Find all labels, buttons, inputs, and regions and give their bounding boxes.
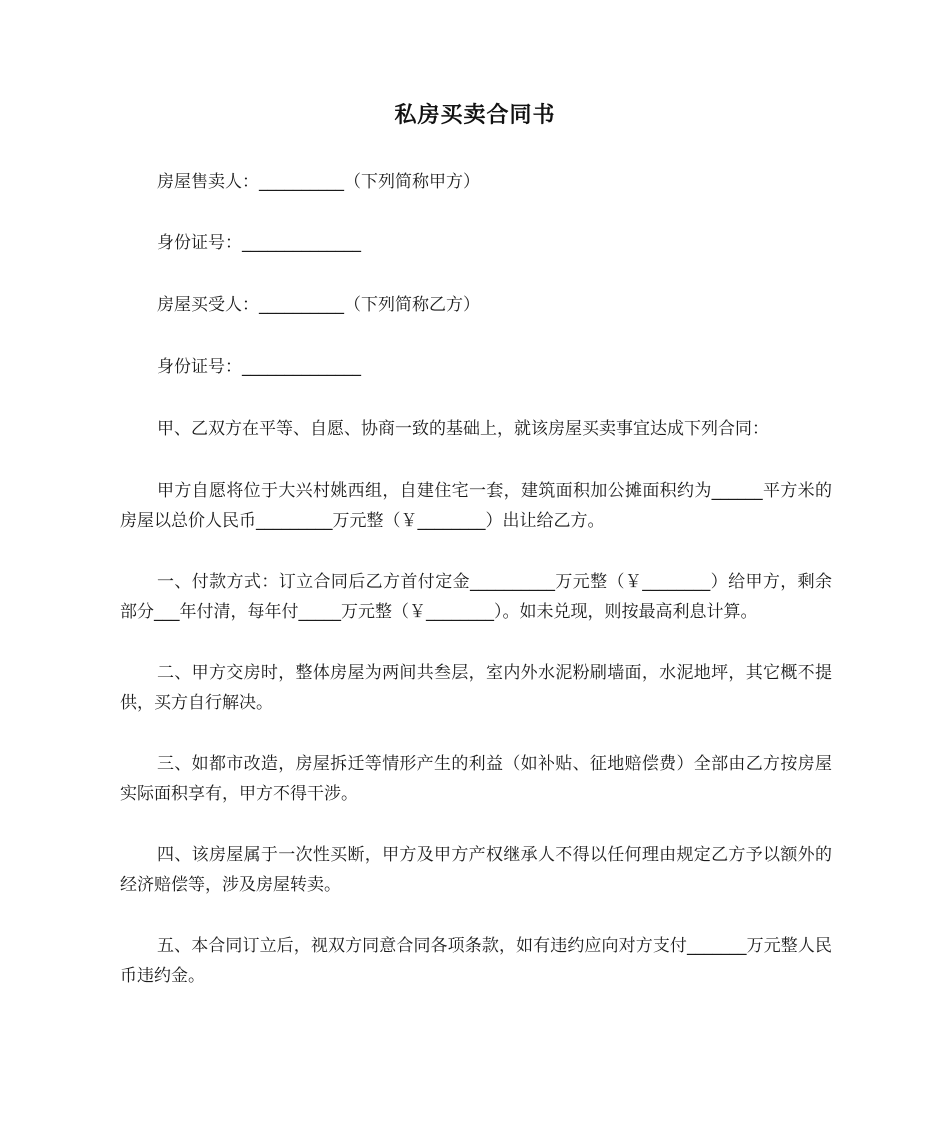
clause-demolition: 三、如都市改造，房屋拆迁等情形产生的利益（如补贴、征地赔偿费）全部由乙方按房屋实际面积享有，甲方不得干涉。 [120, 754, 832, 804]
clause-buyout: 四、该房屋属于一次性买断，甲方及甲方产权继承人不得以任何理由规定乙方予以额外的经济赔偿等，涉及房屋转卖。 [120, 845, 832, 895]
clause-payment: 一、付款方式：订立合同后乙方首付定金__________万元整（￥________）给甲方，剩余部分___年付清，每年付_____万元整（￥________）。如未兑现，则按最高利息计算。 [120, 572, 832, 622]
document-title: 私房买卖合同书 [394, 103, 556, 128]
clause-handover: 二、甲方交房时，整体房屋为两间共叁层，室内外水泥粉刷墙面，水泥地坪，其它概不提供，买方自行解决。 [120, 663, 832, 713]
clause-sale-price: 甲方自愿将位于大兴村姚西组，自建住宅一套，建筑面积加公摊面积约为______平方米的房屋以总价人民币_________万元整（￥________）出让给乙方。 [120, 481, 832, 531]
buyer-line: 房屋买受人：__________（下列简称乙方） [157, 295, 480, 315]
intro-paragraph: 甲、乙双方在平等、自愿、协商一致的基础上，就该房屋买卖事宜达成下列合同： [157, 419, 769, 439]
clause-breach: 五、本合同订立后，视双方同意合同各项条款，如有违约应向对方支付_______万元整人民币违约金。 [120, 936, 832, 986]
seller-id-line: 身份证号：______________ [157, 233, 361, 253]
buyer-id-line: 身份证号：______________ [157, 357, 361, 377]
seller-line: 房屋售卖人：__________（下列简称甲方） [157, 172, 480, 192]
